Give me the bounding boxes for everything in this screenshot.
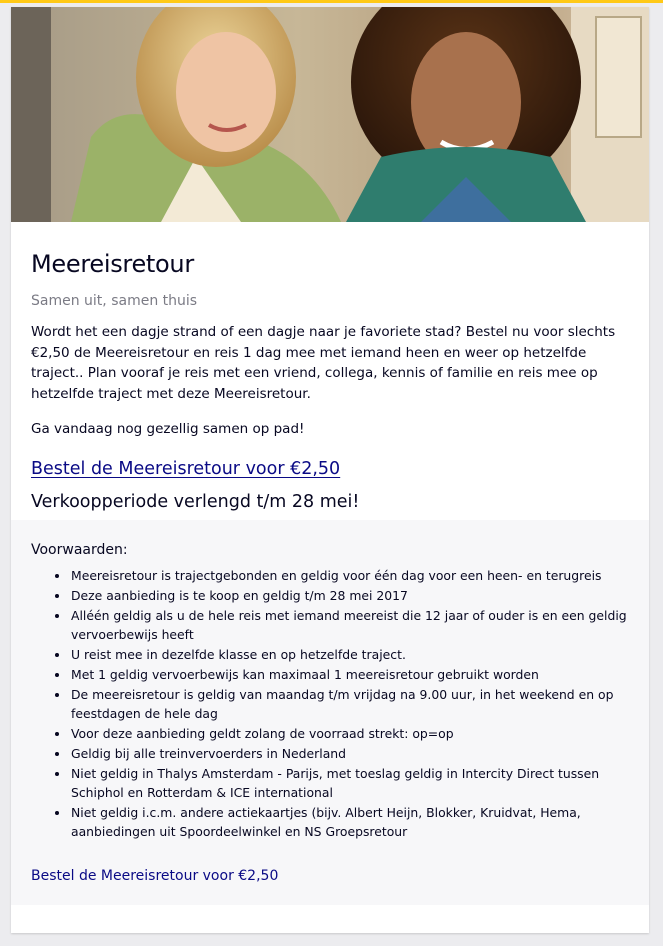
bottom-order-link[interactable]: Bestel de Meereisretour voor €2,50	[31, 868, 279, 884]
conditions-list	[31, 566, 631, 842]
page-title: Meereisretour	[31, 250, 194, 278]
list-item: • Niet geldig i.c.m. andere actiekaartjes (bijv. Albert Heijn, Blokker, Kruidvat, Hema, aanbiedingen uit Spoordeelwinkel en NS Groepsretour	[70, 803, 631, 841]
list-item: • Alléén geldig als u de hele reis met iemand meereist die 12 jaar of ouder is en een geldig vervoerbewijs heeft	[70, 606, 631, 644]
list-item: • Met 1 geldig vervoerbewijs kan maximaal 1 meereisretour gebruikt worden	[70, 665, 631, 684]
list-item: • Meereisretour is trajectgebonden en geldig voor één dag voor een heen- en terugreis	[70, 566, 631, 585]
list-item: • De meereisretour is geldig van maandag t/m vrijdag na 9.00 uur, in het weekend en op feestdagen de hele dag	[70, 685, 631, 723]
conditions-section	[11, 520, 649, 905]
list-item: • Voor deze aanbieding geldt zolang de voorraad strekt: op=op	[70, 724, 631, 743]
subtitle: Samen uit, samen thuis	[31, 293, 198, 309]
sale-extended-heading: Verkoopperiode verlengd t/m 28 mei!	[31, 492, 360, 512]
hero-image	[11, 7, 649, 222]
list-item: • U reist mee in dezelfde klasse en op hetzelfde traject.	[70, 645, 631, 664]
order-link[interactable]: Bestel de Meereisretour voor €2,50	[31, 459, 341, 479]
conditions-title: Voorwaarden:	[31, 542, 128, 558]
list-item: • Deze aanbieding is te koop en geldig t/m 28 mei 2017	[70, 586, 631, 605]
intro-paragraph: Wordt het een dagje strand of een dagje naar je favoriete stad? Bestel nu voor slechts €2,50 de Meereisretour en reis 1 dag mee met iemand heen en weer op hetzelfde traject.. Plan vooraf je reis met een vriend, collega, kennis of familie en reis mee op hetzelfde traject met deze Meereisretour.	[31, 324, 616, 402]
photo-two-women-on-train-icon	[11, 7, 649, 222]
list-item: • Niet geldig in Thalys Amsterdam - Parijs, met toeslag geldig in Intercity Direct tussen Schiphol en Rotterdam & ICE international	[70, 764, 631, 802]
top-accent-line	[0, 0, 663, 3]
list-item: • Geldig bij alle treinvervoerders in Nederland	[70, 744, 631, 763]
offer-card	[11, 7, 649, 933]
together-text: Ga vandaag nog gezellig samen op pad!	[31, 421, 305, 437]
